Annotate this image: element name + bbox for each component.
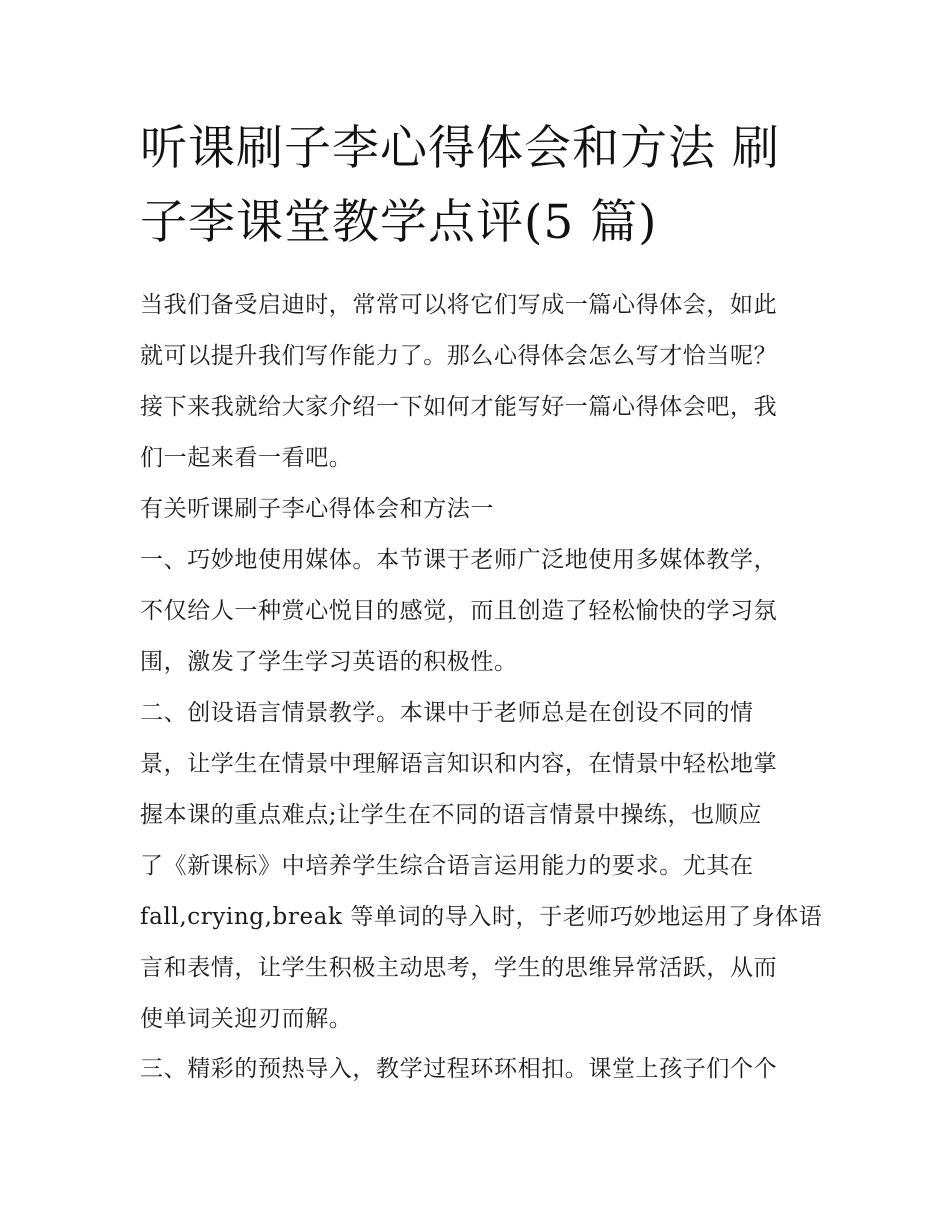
paragraph-line: 不仅给人一种赏心悦目的感觉，而且创造了轻松愉快的学习氛 bbox=[140, 598, 778, 624]
point-two-paragraph bbox=[140, 688, 823, 1045]
paragraph-line: 围，激发了学生学习英语的积极性。 bbox=[140, 649, 518, 675]
paragraph-line: 三、精彩的预热导入，教学过程环环相扣。课堂上孩子们个个 bbox=[140, 1056, 778, 1082]
point-three-paragraph bbox=[140, 1044, 820, 1095]
paragraph-line: 就可以提升我们写作能力了。那么心得体会怎么写才恰当呢？ bbox=[140, 343, 778, 369]
paragraph-line: 一、巧妙地使用媒体。本节课于老师广泛地使用多媒体教学， bbox=[140, 547, 778, 573]
paragraph-line: 接下来我就给大家介绍一下如何才能写好一篇心得体会吧，我 bbox=[140, 394, 778, 420]
paragraph-line: 握本课的重点难点;让学生在不同的语言情景中操练，也顺应 bbox=[140, 802, 762, 828]
paragraph-line: fall,crying,break 等单词的导入时，于老师巧妙地运用了身体语 bbox=[140, 904, 823, 930]
paragraph-line: 景，让学生在情景中理解语言知识和内容，在情景中轻松地掌 bbox=[140, 751, 778, 777]
section-heading-text: 有关听课刷子李心得体会和方法一 bbox=[140, 496, 494, 522]
paragraph-line: 了《新课标》中培养学生综合语言运用能力的要求。尤其在 bbox=[140, 853, 754, 879]
title-line-2-text: 子李课堂教学点评(5 篇) bbox=[140, 195, 658, 250]
paragraph-line: 言和表情，让学生积极主动思考，学生的思维异常活跃，从而 bbox=[140, 955, 778, 981]
paragraph-line: 当我们备受启迪时，常常可以将它们写成一篇心得体会，如此 bbox=[140, 292, 778, 318]
paragraph-line: 二、创设语言情景教学。本课中于老师总是在创设不同的情 bbox=[140, 700, 754, 726]
title-line-1: 听课刷子李心得体会和方法 刷 bbox=[140, 121, 780, 176]
paragraph-line: 使单词关迎刃而解。 bbox=[140, 1006, 353, 1032]
document-title bbox=[140, 112, 820, 260]
intro-paragraph bbox=[140, 280, 820, 484]
section-heading bbox=[140, 484, 820, 535]
paragraph-line: 们一起来看一看吧。 bbox=[140, 445, 353, 471]
point-one-paragraph bbox=[140, 535, 820, 688]
title-line-2 bbox=[140, 186, 820, 260]
